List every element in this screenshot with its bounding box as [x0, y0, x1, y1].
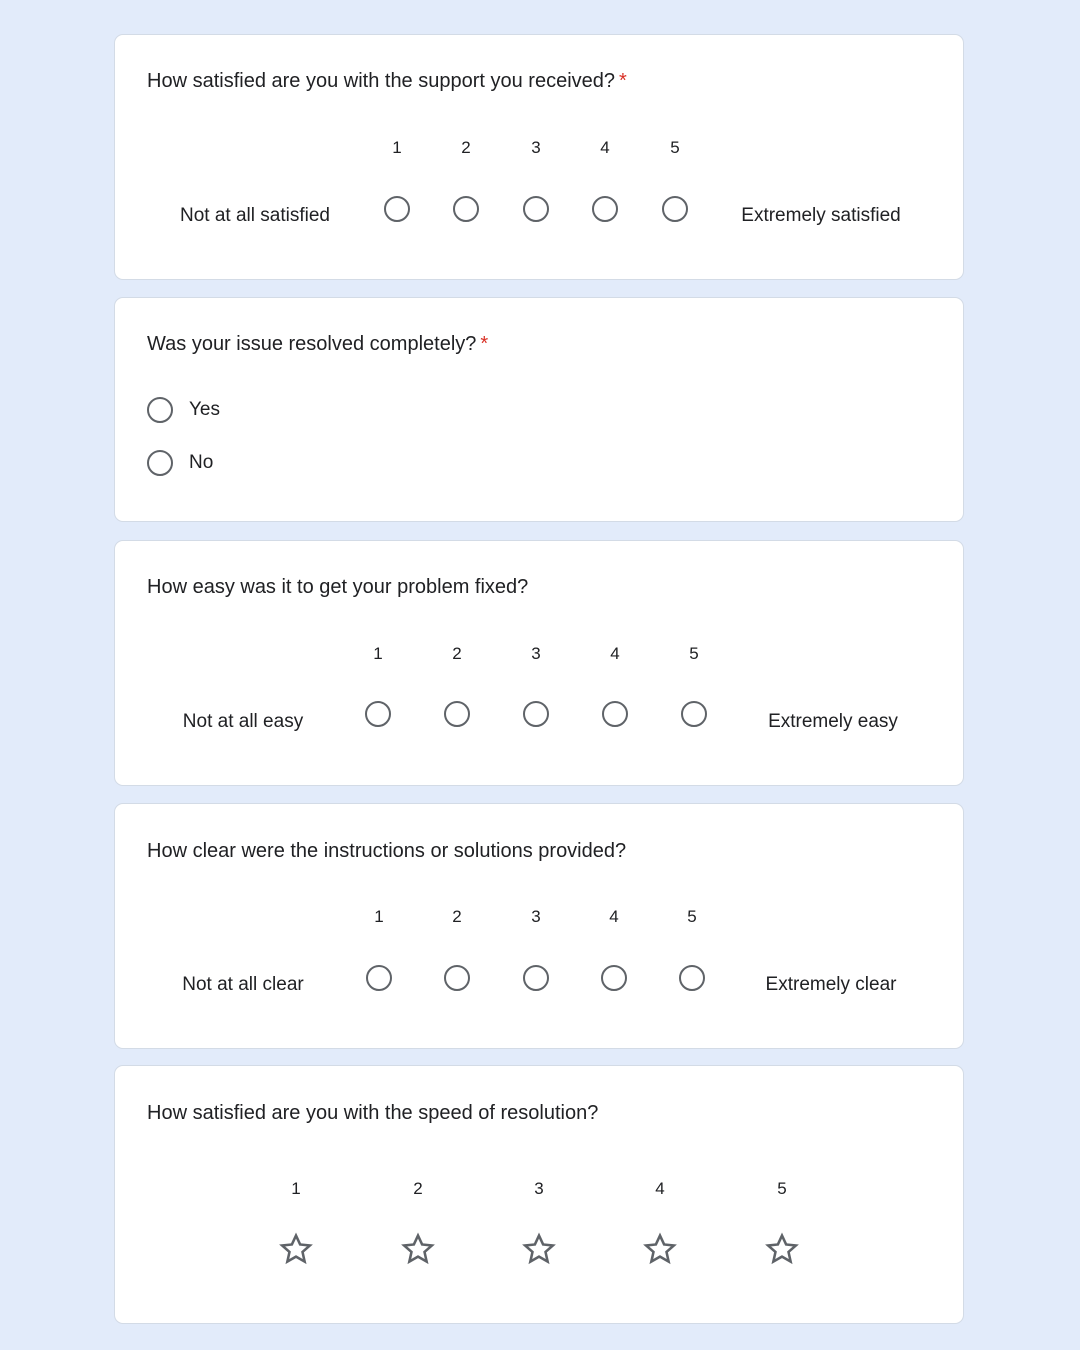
scale-radio-3[interactable] [523, 965, 549, 991]
option-yes[interactable] [147, 397, 220, 423]
scale-number-1: 1 [374, 907, 384, 926]
star-icon[interactable] [401, 1232, 435, 1266]
question-card-speed-rating [114, 1065, 964, 1324]
scale-number-5: 5 [670, 138, 680, 157]
scale-number-3: 3 [531, 644, 541, 663]
question-card-clarity [114, 803, 964, 1049]
scale-number-3: 3 [531, 907, 541, 926]
scale-number-1: 1 [392, 138, 402, 157]
question-title: How satisfied are you with the support you received? * [147, 70, 627, 92]
scale-min-label: Not at all satisfied [180, 205, 330, 226]
rating-number-1: 1 [291, 1179, 301, 1198]
scale-radio-3[interactable] [523, 196, 549, 222]
option-no[interactable] [147, 450, 213, 476]
scale-max-label: Extremely clear [765, 974, 897, 995]
scale-number-4: 4 [609, 907, 619, 926]
scale-radio-4[interactable] [601, 965, 627, 991]
scale-radio-2[interactable] [453, 196, 479, 222]
scale-radio-3[interactable] [523, 701, 549, 727]
star-icon[interactable] [522, 1232, 556, 1266]
scale-number-3: 3 [531, 138, 541, 157]
question-title: How easy was it to get your problem fixed? [147, 576, 529, 598]
scale-radio-1[interactable] [365, 701, 391, 727]
star-icon[interactable] [643, 1232, 677, 1266]
scale-max-label: Extremely satisfied [741, 205, 901, 226]
rating-number-2: 2 [413, 1179, 423, 1198]
option-label: No [189, 452, 214, 473]
scale-number-2: 2 [452, 644, 462, 663]
scale-radio-5[interactable] [681, 701, 707, 727]
scale-number-5: 5 [689, 644, 699, 663]
rating-number-5: 5 [777, 1179, 787, 1198]
scale-number-4: 4 [600, 138, 610, 157]
option-label: Yes [189, 399, 220, 420]
question-title: How clear were the instructions or solutions provided? [147, 840, 627, 862]
rating-number-3: 3 [534, 1179, 544, 1198]
scale-radio-2[interactable] [444, 965, 470, 991]
scale-number-2: 2 [461, 138, 471, 157]
scale-number-1: 1 [373, 644, 383, 663]
radio-icon[interactable] [147, 450, 173, 476]
star-icon[interactable] [279, 1232, 313, 1266]
question-title: Was your issue resolved completely? * [147, 333, 489, 355]
scale-radio-2[interactable] [444, 701, 470, 727]
scale-radio-4[interactable] [592, 196, 618, 222]
scale-radio-1[interactable] [384, 196, 410, 222]
scale-min-label: Not at all easy [182, 711, 304, 732]
required-asterisk: * [619, 70, 627, 92]
scale-number-2: 2 [452, 907, 462, 926]
scale-number-4: 4 [610, 644, 620, 663]
scale-radio-5[interactable] [679, 965, 705, 991]
star-icon[interactable] [765, 1232, 799, 1266]
question-title: How satisfied are you with the speed of resolution? [147, 1102, 599, 1124]
scale-radio-1[interactable] [366, 965, 392, 991]
question-card-issue-resolved [114, 297, 964, 522]
scale-radio-5[interactable] [662, 196, 688, 222]
scale-number-5: 5 [687, 907, 697, 926]
scale-radio-4[interactable] [602, 701, 628, 727]
radio-icon[interactable] [147, 397, 173, 423]
required-asterisk: * [480, 333, 489, 355]
rating-number-4: 4 [655, 1179, 665, 1198]
scale-max-label: Extremely easy [768, 711, 898, 732]
question-card-ease [114, 540, 964, 786]
question-card-support-satisfaction [114, 34, 964, 280]
scale-min-label: Not at all clear [182, 974, 304, 995]
